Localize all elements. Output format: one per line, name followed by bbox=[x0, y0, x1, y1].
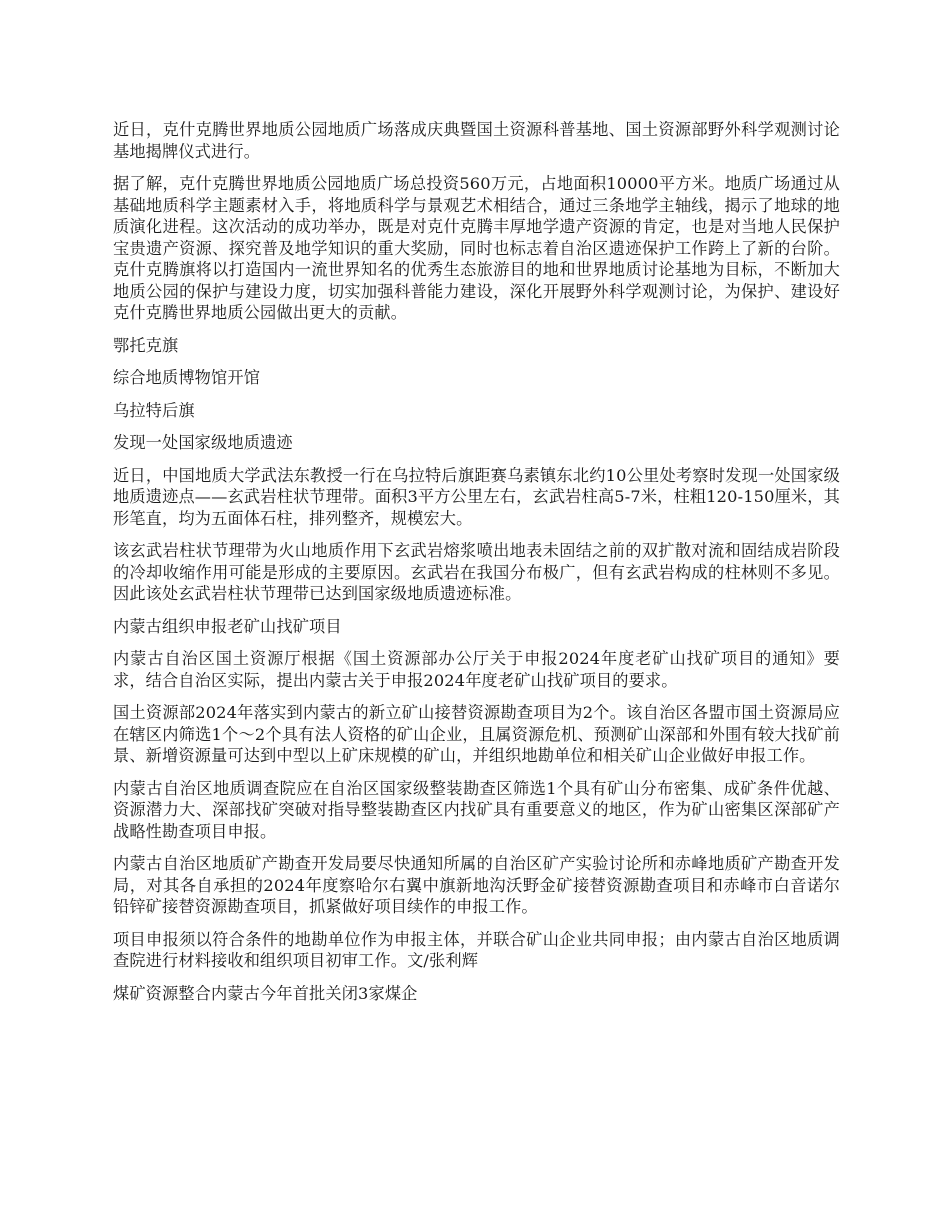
paragraph-notice-requirements: 内蒙古自治区国土资源厅根据《国土资源部办公厅关于申报2024年度老矿山找矿项目的通知》要求，结合自治区实际，提出内蒙古关于申报2024年度老矿山找矿项目的要求。 bbox=[113, 649, 840, 690]
paragraph-exploration-bureau: 内蒙古自治区地质矿产勘查开发局要尽快通知所属的自治区矿产实验讨论所和赤峰地质矿产勘查开发局，对其各自承担的2024年度察哈尔右翼中旗新地沟沃野金矿接替资源勘查项目和赤峰市白音诺尔铅锌矿接替资源勘查项目，抓紧做好项目续作的申报工作。 bbox=[113, 854, 840, 916]
document-page bbox=[113, 119, 840, 1015]
heading-coal-consolidation: 煤矿资源整合内蒙古今年首批关闭3家煤企 bbox=[113, 983, 418, 1003]
paragraph-mine-replacement: 国土资源部2024年落实到内蒙古的新立矿山接替资源勘查项目为2个。该自治区各盟市国土资源局应在辖区内筛选1个～2个具有法人资格的矿山企业，且属资源危机、预测矿山深部和外围有较大找矿前景、新增资源量可达到中型以上矿床规模的矿山，并组织地勘单位和相关矿山企业做好申报工作。 bbox=[113, 703, 840, 765]
heading-museum-opening: 综合地质博物馆开馆 bbox=[113, 368, 261, 387]
paragraph-intro: 近日，克什克腾世界地质公园地质广场落成庆典暨国土资源科普基地、国土资源部野外科学观测讨论基地揭牌仪式进行。 bbox=[113, 120, 840, 161]
paragraph-basalt-discovery: 近日，中国地质大学武法东教授一行在乌拉特后旗距赛乌素镇东北约10公里处考察时发现一处国家级地质遗迹点——玄武岩柱状节理带。面积3平方公里左右，玄武岩柱高5-7米，柱粗120-150厘米，其形笔直，均为五面体石柱，排列整齐，规模宏大。 bbox=[113, 465, 840, 528]
heading-wulate-banner: 乌拉特后旗 bbox=[113, 400, 195, 420]
heading-old-mine-project: 内蒙古组织申报老矿山找矿项目 bbox=[113, 616, 342, 636]
heading-etuoke-banner: 鄂托克旗 bbox=[113, 335, 179, 355]
paragraph-basalt-origin: 该玄武岩柱状节理带为火山地质作用下玄武岩熔浆喷出地表未固结之前的双扩散对流和固结成岩阶段的冷却收缩作用可能是形成的主要原因。玄武岩在我国分布极广，但有玄武岩构成的柱林则不多见。因此该处玄武岩柱状节理带已达到国家级地质遗迹标准。 bbox=[113, 541, 840, 603]
paragraph-application-subject: 项目申报须以符合条件的地勘单位作为申报主体，并联合矿山企业共同申报；由内蒙古自治区地质调查院进行材料接收和组织项目初审工作。文/张利辉 bbox=[113, 929, 840, 970]
heading-geo-heritage-found: 发现一处国家级地质遗迹 bbox=[113, 433, 293, 452]
paragraph-geo-square: 据了解，克什克腾世界地质公园地质广场总投资560万元，占地面积10000平方米。地质广场通过从基础地质科学主题素材入手，将地质科学与景观艺术相结合，通过三条地学主轴线，揭示了地球的地质演化进程。这次活动的成功举办，既是对克什克腾丰厚地学遗产资源的肯定，也是对当地人民保护宝贵遗产资源、探究普及地学知识的重大奖励，同时也标志着自治区遗迹保护工作跨上了新的台阶。克什克腾旗将以打造国内一流世界知名的优秀生态旅游目的地和世界地质讨论基地为目标，不断加大地质公园的保护与建设力度，切实加强科普能力建设，深化开展野外科学观测讨论，为保护、建设好克什克腾世界地质公园做出更大的贡献。 bbox=[113, 174, 840, 322]
paragraph-survey-institute: 内蒙古自治区地质调查院应在自治区国家级整装勘查区筛选1个具有矿山分布密集、成矿条件优越、资源潜力大、深部找矿突破对指导整装勘查区内找矿具有重要意义的地区，作为矿山密集区深部矿产战略性勘查项目申报。 bbox=[113, 778, 840, 841]
